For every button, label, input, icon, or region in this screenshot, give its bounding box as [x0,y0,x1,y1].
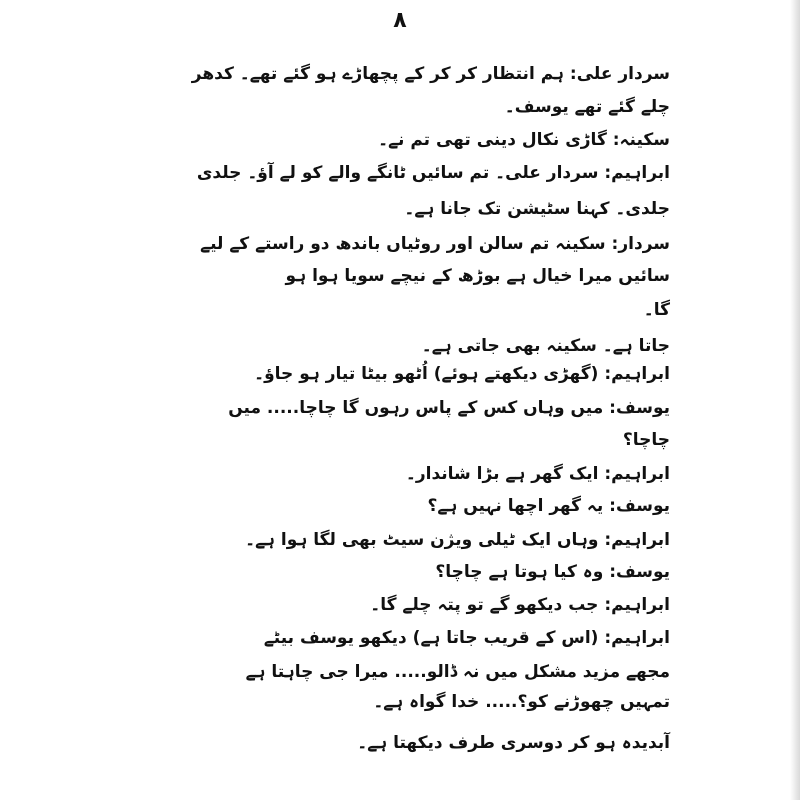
text-line: ابراہیم: (گھڑی دیکھتے ہوئے) اُٹھو بیٹا تیار ہو جاؤ۔ [254,364,670,384]
text-line: یوسف: وہ کیا ہوتا ہے چاچا؟ [435,562,670,582]
text-line: آبدیدہ ہو کر دوسری طرف دیکھتا ہے۔ [357,733,670,753]
text-line: گا۔ [643,300,670,320]
text-line: تمہیں چھوڑنے کو؟..... خدا گواہ ہے۔ [373,692,670,712]
text-line: مجھے مزید مشکل میں نہ ڈالو..... میرا جی چاہتا ہے [245,662,670,682]
text-line: جلدی۔ کہنا سٹیشن تک جانا ہے۔ [404,199,670,219]
page-edge-shadow [790,0,800,800]
text-line: ابراہیم: (اس کے قریب جاتا ہے) دیکھو یوسف بیٹے [263,628,670,648]
text-line: سکینہ: گاڑی نکال دینی تھی تم نے۔ [378,130,670,150]
text-line: جاتا ہے۔ سکینہ بھی جاتی ہے۔ [421,336,670,356]
text-line: سردار علی: ہم انتظار کر کر کے پچھاڑے ہو گئے تھے۔ کدھر [191,64,670,84]
text-line: یوسف: یہ گھر اچھا نہیں ہے؟ [427,496,670,516]
text-line: چاچا؟ [622,430,670,450]
text-line: ابراہیم: ایک گھر ہے بڑا شاندار۔ [405,464,670,484]
text-line: سردار: سکینہ تم سالن اور روٹیاں باندھ دو راستے کے لیے [200,234,670,254]
text-line: ابراہیم: جب دیکھو گے تو پتہ چلے گا۔ [370,595,670,615]
text-line: چلے گئے تھے یوسف۔ [504,97,670,117]
text-line: یوسف: میں وہاں کس کے پاس رہوں گا چاچا..... میں [228,398,670,418]
page-number: ۸ [393,8,407,33]
text-line: سائیں میرا خیال ہے بوڑھ کے نیچے سویا ہوا ہو [285,266,670,286]
text-line: ابراہیم: سردار علی۔ تم سائیں ٹانگے والے کو لے آؤ۔ جلدی [196,163,670,183]
text-line: ابراہیم: وہاں ایک ٹیلی ویژن سیٹ بھی لگا ہوا ہے۔ [245,530,670,550]
